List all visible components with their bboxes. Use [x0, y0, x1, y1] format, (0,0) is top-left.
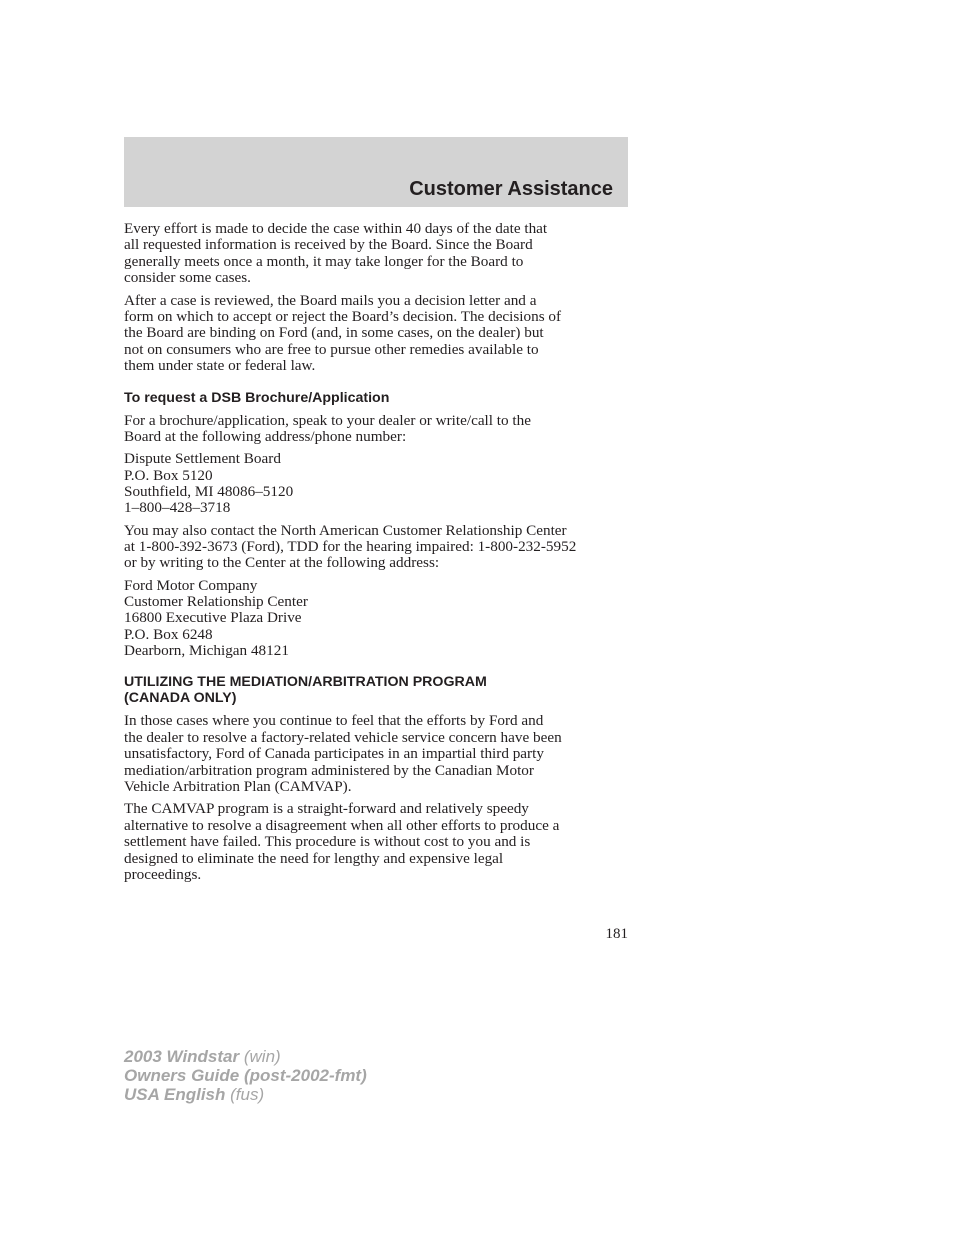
address-line: P.O. Box 6248: [124, 625, 213, 643]
page-number: 181: [605, 926, 628, 942]
footer-line-language: [124, 1085, 367, 1104]
paragraph-canada-program: In those cases where you continue to feel that the efforts by Ford and the dealer to resolve a factory-related vehicle service concern have been unsatisfactory, Ford of Canada participates in an impartial third party mediation/arbitration program administered by the Canadian Motor Vehicle Arbitration Plan (CAMVAP).: [124, 712, 562, 795]
address-line: 16800 Executive Plaza Drive: [124, 609, 302, 627]
footer-model-name: 2003 Windstar: [124, 1047, 240, 1066]
footer-guide-name: Owners Guide (post-2002-fmt): [124, 1066, 367, 1085]
paragraph-camvap-program: The CAMVAP program is a straight-forward and relatively speedy alternative to resolve a disagreement when all other efforts to produce a settlement have failed. This procedure is without cost to you and is designed to eliminate the need for lengthy and expensive legal proceedings.: [124, 800, 560, 884]
footer-line-guide: [124, 1066, 367, 1085]
page-content: [124, 221, 628, 889]
paragraph-brochure-request: For a brochure/application, speak to your dealer or write/call to the Board at the following address/phone number:: [124, 411, 531, 446]
address-line: Customer Relationship Center: [124, 593, 308, 611]
footer-line-model: [124, 1047, 367, 1066]
address-ford-motor-company: [124, 578, 628, 659]
paragraph-relationship-center: You may also contact the North American Customer Relationship Center at 1-800-392-3673 (Ford), TDD for the hearing impaired: 1-800-232-5952 or by writing to the Center at the following address:: [124, 521, 577, 572]
heading-mediation-arbitration: UTILIZING THE MEDIATION/ARBITRATION PROGRAM (CANADA ONLY): [124, 674, 487, 707]
document-footer: [124, 1047, 367, 1104]
address-line: Southfield, MI 48086–5120: [124, 483, 294, 501]
footer-model-code: (win): [243, 1047, 281, 1066]
phone-number: 1–800–428–3718: [124, 499, 231, 517]
section-title: Customer Assistance: [409, 178, 613, 200]
heading-dsb-brochure: To request a DSB Brochure/Application: [124, 389, 390, 406]
section-header-bar: [124, 137, 628, 207]
paragraph-decision-timing: Every effort is made to decide the case within 40 days of the date that all requested information is received by the Board. Since the Board generally meets once a month, it may take longer for the Board to consider some cases.: [124, 220, 548, 287]
address-line: Ford Motor Company: [124, 576, 258, 594]
footer-language-code: (fus): [230, 1085, 265, 1104]
footer-language-name: USA English: [124, 1085, 226, 1104]
address-line: Dearborn, Michigan 48121: [124, 642, 289, 660]
paragraph-decision-letter: After a case is reviewed, the Board mails you a decision letter and a form on which to accept or reject the Board’s decision. The decisions of the Board are binding on Ford (and, in some cases, on the dealer) but not on consumers who are free to pursue other remedies available to them under state or federal law.: [124, 291, 562, 375]
address-dispute-settlement-board: [124, 451, 628, 516]
address-line: P.O. Box 5120: [124, 466, 213, 484]
address-line: Dispute Settlement Board: [124, 450, 281, 468]
